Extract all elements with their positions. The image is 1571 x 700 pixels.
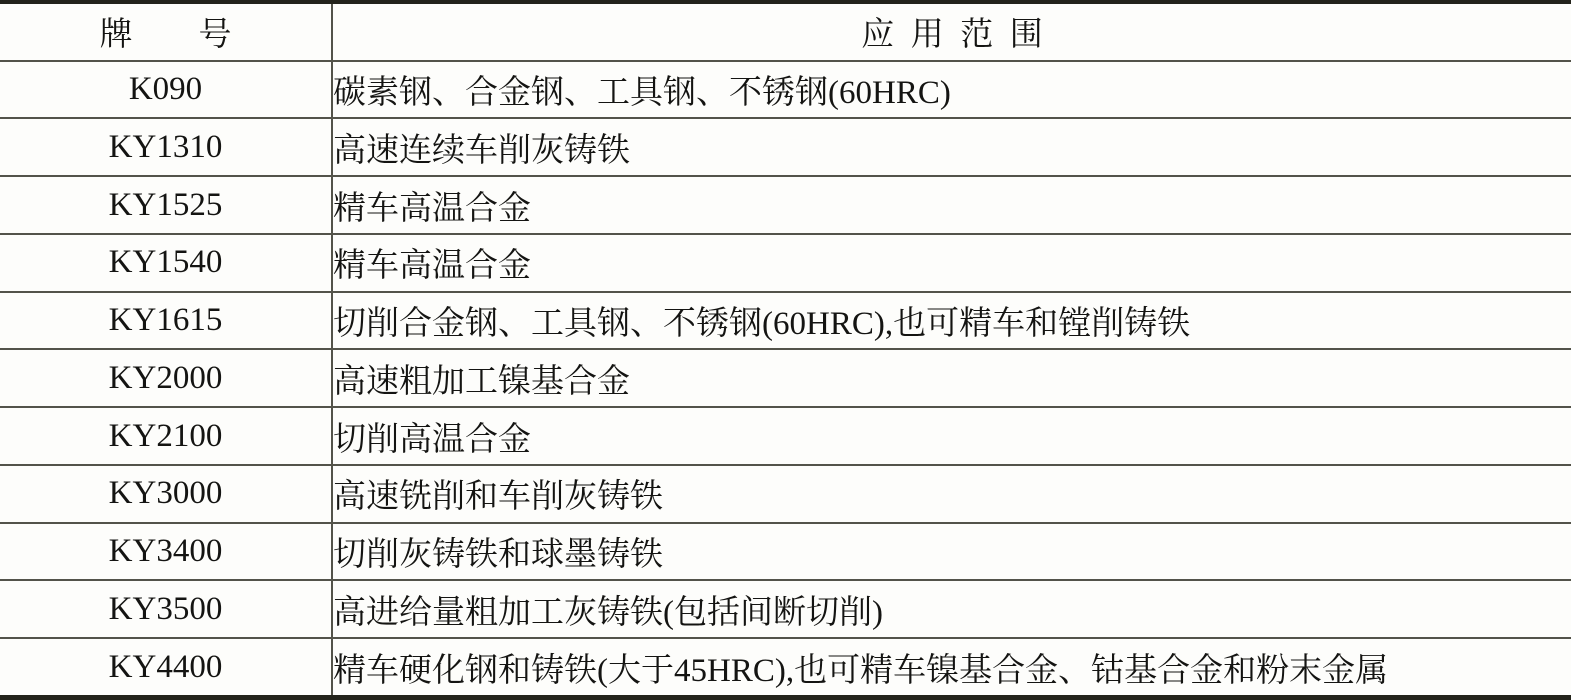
grade-cell: KY3000 <box>0 465 332 523</box>
header-row <box>0 4 1571 61</box>
application-cell: 精车高温合金 <box>332 176 1571 234</box>
table-row <box>0 638 1571 695</box>
table-row <box>0 407 1571 465</box>
grade-header-label: 牌号 <box>99 17 298 54</box>
table-row <box>0 176 1571 234</box>
grade-cell: K090 <box>0 61 332 119</box>
grade-cell: KY2000 <box>0 349 332 407</box>
grade-cell: KY1525 <box>0 176 332 234</box>
application-cell: 高速粗加工镍基合金 <box>332 349 1571 407</box>
application-cell: 精车高温合金 <box>332 234 1571 292</box>
grade-cell: KY1540 <box>0 234 332 292</box>
application-cell: 切削高温合金 <box>332 407 1571 465</box>
table-row <box>0 580 1571 638</box>
grade-cell: KY2100 <box>0 407 332 465</box>
grade-cell: KY1310 <box>0 118 332 176</box>
application-cell: 高速铣削和车削灰铸铁 <box>332 465 1571 523</box>
grade-cell: KY4400 <box>0 638 332 695</box>
table-row <box>0 349 1571 407</box>
table-row <box>0 234 1571 292</box>
application-cell: 高进给量粗加工灰铸铁(包括间断切削) <box>332 580 1571 638</box>
table-row <box>0 465 1571 523</box>
table-row <box>0 292 1571 350</box>
grade-cell: KY1615 <box>0 292 332 350</box>
application-header <box>332 4 1571 61</box>
application-cell: 精车硬化钢和铸铁(大于45HRC),也可精车镍基合金、钴基合金和粉末金属 <box>332 638 1571 695</box>
application-header-label: 应用范围 <box>861 17 1060 54</box>
application-cell: 碳素钢、合金钢、工具钢、不锈钢(60HRC) <box>332 61 1571 119</box>
grade-cell: KY3400 <box>0 523 332 581</box>
table-row <box>0 61 1571 119</box>
grade-cell: KY3500 <box>0 580 332 638</box>
grade-application-table <box>0 4 1571 695</box>
application-cell: 切削合金钢、工具钢、不锈钢(60HRC),也可精车和镗削铸铁 <box>332 292 1571 350</box>
grade-header <box>0 4 332 61</box>
application-cell: 切削灰铸铁和球墨铸铁 <box>332 523 1571 581</box>
table-row <box>0 523 1571 581</box>
application-cell: 高速连续车削灰铸铁 <box>332 118 1571 176</box>
table-row <box>0 118 1571 176</box>
